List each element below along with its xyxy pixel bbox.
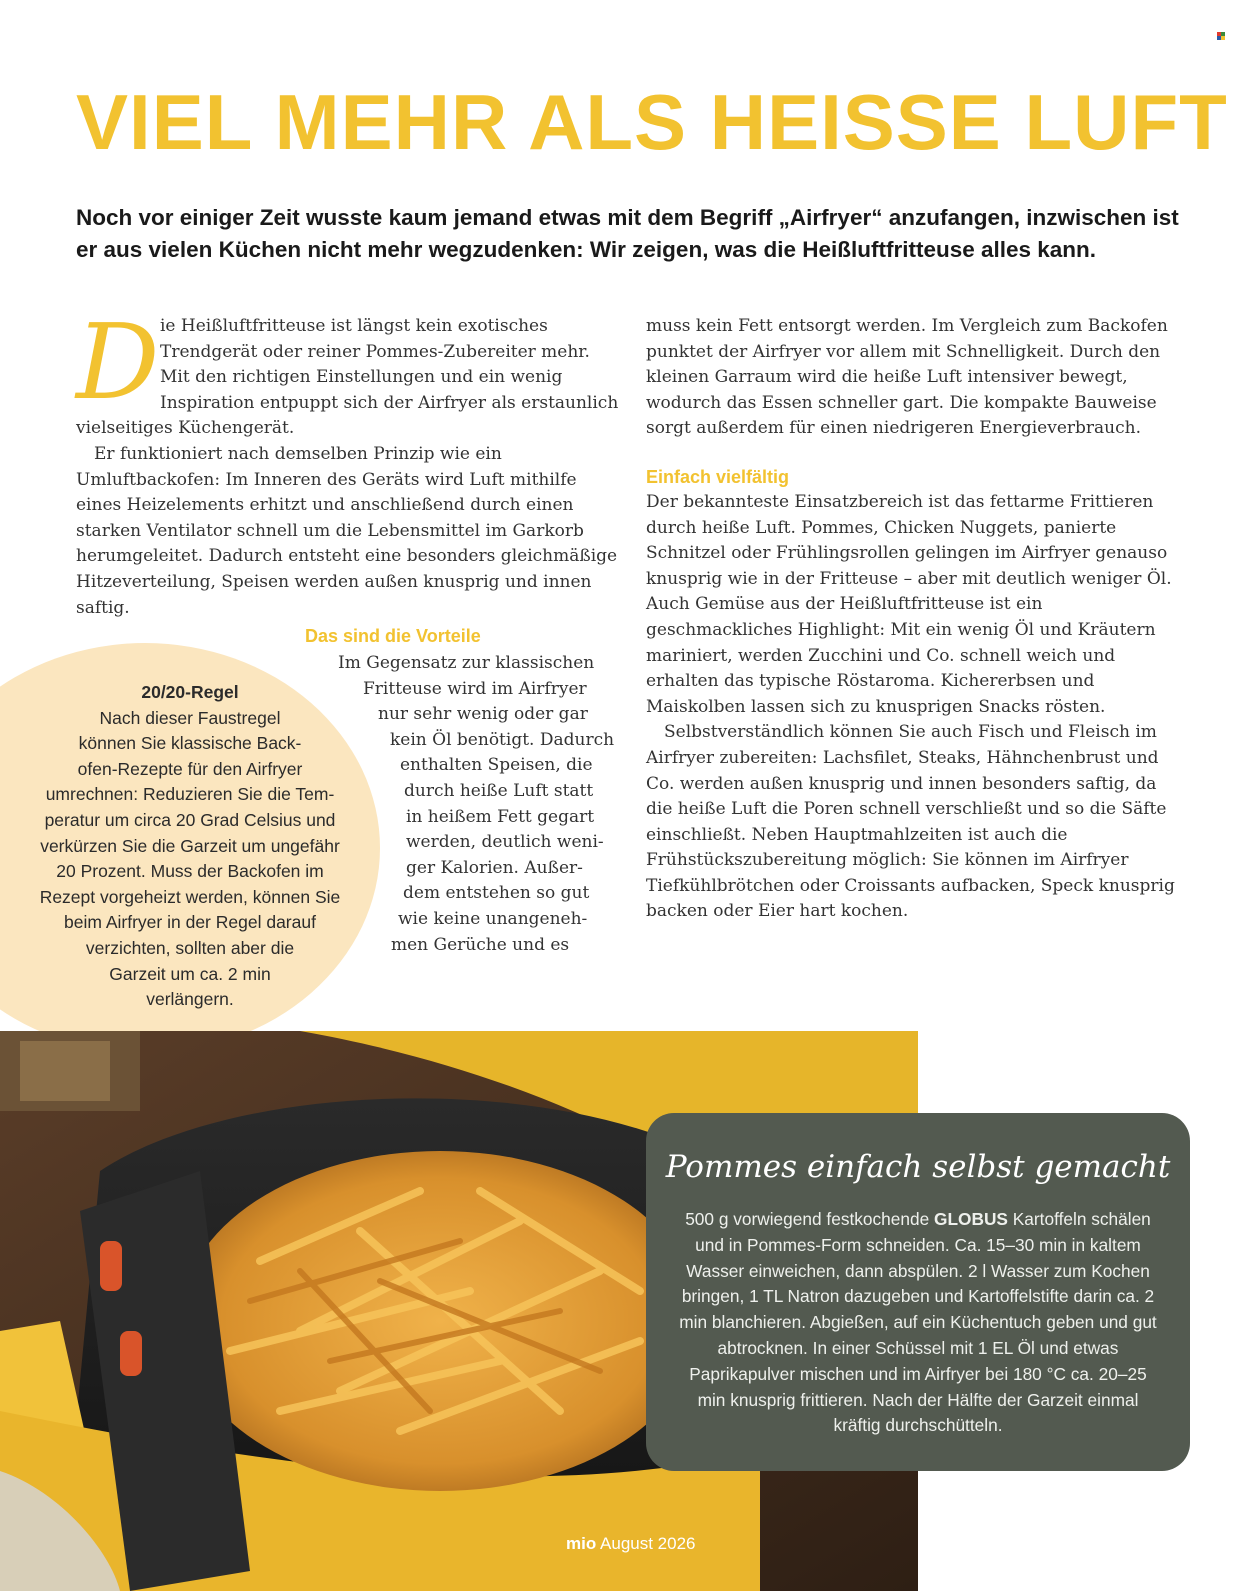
intro-paragraph: Noch vor einiger Zeit wusste kaum jemand etwas mit dem Begriff „Airfryer“ anzufangen, inzwischen ist er aus vielen Küchen nicht mehr wegzudenken: Wir zeigen, was die Heißluftfritteuse alles kann. — [76, 205, 1179, 262]
vorteile-line: men Gerüche und es — [391, 934, 570, 955]
rule-line: peratur um circa 20 Grad Celsius und — [44, 809, 336, 830]
vorteile-line: in heißem Fett gegart — [406, 806, 595, 827]
rule-line: Garzeit um ca. 2 min — [109, 963, 271, 984]
paragraph-principle: Er funktioniert nach demselben Prinzip wie ein Umluftbackofen: Im Inneren des Geräts wird Luft mithilfe eines Heizelements erhitzt und anschließend durch einen starken Ventilator schnell um die Lebensmittel im Garkorb herumgeleitet. Dadurch entsteht eine besonders gleichmäßige Hitzeverteilung, Speisen werden außen knusprig und innen saftig. — [76, 443, 618, 618]
recipe-text-start: 500 g vorwiegend festkochende — [685, 1209, 935, 1229]
paragraph-advantages-cont: muss kein Fett entsorgt werden. Im Vergleich zum Backofen punktet der Airfryer vor allem mit Schnelligkeit. Durch den kleinen Garraum wird die heiße Luft intensiver bewegt, wodurch das Essen schneller gart. Die kompakte Bauweise sorgt außerdem für einen niedrigeren Energieverbrauch. — [646, 316, 1168, 439]
rule-line: verkürzen Sie die Garzeit um ungefähr — [40, 835, 340, 856]
rule-title: 20/20-Regel — [141, 682, 239, 702]
rule-line: umrechnen: Reduzieren Sie die Tem- — [45, 784, 335, 805]
heading-vorteile: Das sind die Vorteile — [305, 626, 481, 646]
vorteile-line: nur sehr wenig oder gar — [378, 704, 588, 725]
vorteile-line: ger Kalorien. Außer- — [406, 857, 583, 878]
vorteile-line: durch heiße Luft statt — [404, 781, 594, 801]
footer-brand: mio — [566, 1534, 597, 1553]
paragraph-uses: Der bekannteste Einsatzbereich ist das fettarme Frittieren durch heiße Luft. Pommes, Chicken Nuggets, panierte Schnitzel oder Frühlingsrollen gelingen im Airfryer genauso knusprig wie in der Fritteuse – aber mit deutlich weniger Öl. Auch Gemüse aus der Heißluftfritteuse ist ein geschmackliches Highlight: Mit ein wenig Öl und Kräutern mariniert, werden Zucchini und Co. schnell weich und erhalten das typische Röstaroma. Kichererbsen und Maiskolben lassen sich zu knusprigen Snacks rösten. — [646, 491, 1172, 717]
recipe-text-rest: Kartoffeln schälen und in Pommes-Form schneiden. Ca. 15–30 min in kaltem Wasser einweichen, dann abspülen. 2 l Wasser zum Kochen bringen, 1 TL Natron dazugeben und Kartoffelstifte darin ca. 2 min blanchieren. Abgießen, auf ein Küchentuch geben und gut abtrocknen. In einer Schüssel mit 1 EL Öl und etwas Paprikapulver mischen und im Airfryer bei 180 °C ca. 20–25 min knusprig frittieren. Nach der Hälfte der Garzeit einmal kräftig durchschütteln. — [679, 1209, 1157, 1436]
recipe-brand: GLOBUS — [934, 1209, 1008, 1229]
page-title: VIEL MEHR ALS HEISSE LUFT — [76, 78, 1228, 166]
rule-line: können Sie klassische Back- — [78, 733, 302, 754]
footer-issue: August 2026 — [600, 1534, 696, 1553]
rule-box — [0, 680, 380, 1013]
recipe-box — [646, 1113, 1190, 1471]
article-column-right — [646, 314, 1186, 925]
rule-line: Nach dieser Faustregel — [99, 707, 281, 728]
paragraph-fish-meat: Selbstverständlich können Sie auch Fisch und Fleisch im Airfryer zubereiten: Lachsfilet, Steaks, Hähnchenbrust und Co. werden außen knusprig und innen besonders saftig, da die heiße Luft die Poren schnell verschließt und so die Säfte einschließt. Neben Hauptmahlzeiten ist auch die Frühstückszubereitung möglich: Sie können im Airfryer Tiefkühlbrötchen oder Croissants aufbacken, Speck knusprig backen oder Eier hart kochen. — [646, 722, 1175, 922]
vorteile-line: Fritteuse wird im Airfryer — [363, 678, 587, 699]
rule-line: beim Airfryer in der Regel darauf — [64, 912, 316, 933]
recipe-title: Pommes einfach selbst gemacht — [665, 1149, 1171, 1185]
rule-line: verlängern. — [146, 989, 234, 1010]
heading-vielfaeltig: Einfach vielfältig — [646, 466, 790, 487]
article-column-left — [76, 301, 624, 621]
dropcap: D — [76, 301, 160, 423]
rule-line: verzichten, sollten aber die — [85, 937, 295, 958]
vorteile-line: dem entstehen so gut — [403, 883, 590, 904]
rule-line: 20 Prozent. Muss der Backofen im — [56, 861, 324, 882]
vorteile-line: werden, deutlich weni- — [406, 832, 604, 853]
vorteile-line: enthalten Speisen, die — [400, 755, 593, 776]
paragraph-intro: ie Heißluftfritteuse ist längst kein exotisches Trendgerät oder reiner Pommes-Zubereiter mehr. Mit den richtigen Einstellungen und ein wenig Inspiration entpuppt sich der Airfryer als erstaunlich vielseitiges Küchengerät. — [76, 316, 619, 439]
page-footer — [566, 1534, 696, 1554]
rule-line: Rezept vorgeheizt werden, können Sie — [39, 886, 341, 907]
color-mark-icon — [1217, 32, 1225, 40]
vorteile-line: wie keine unangeneh- — [398, 909, 588, 929]
vorteile-line: kein Öl benötigt. Dadurch — [390, 729, 615, 750]
vorteile-line: Im Gegensatz zur klassischen — [338, 653, 595, 673]
recipe-instructions — [676, 1207, 1160, 1439]
rule-line: ofen-Rezepte für den Airfryer — [77, 758, 303, 779]
